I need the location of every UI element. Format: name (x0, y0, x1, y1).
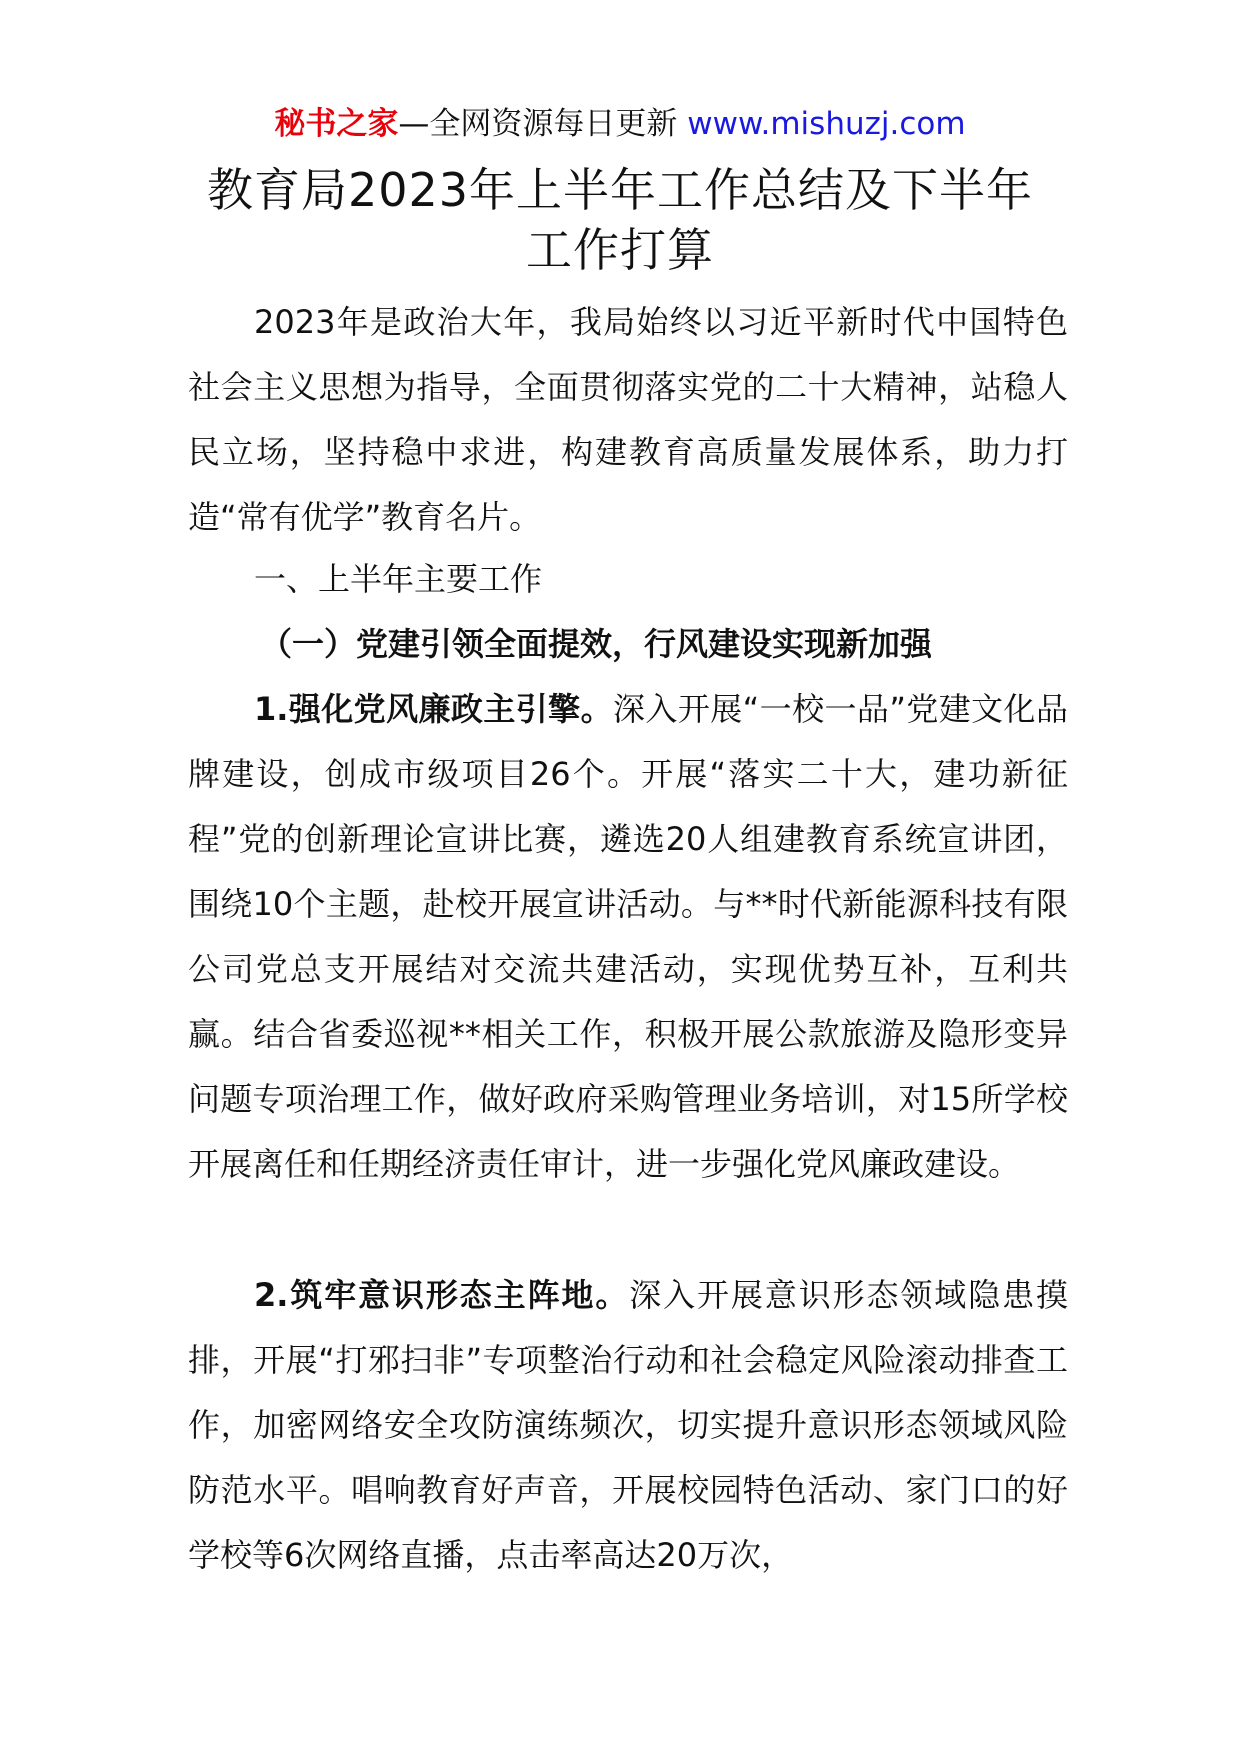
item-paragraph-1 (188, 677, 1068, 1197)
header-tagline: —全网资源每日更新 (398, 106, 678, 142)
site-header (0, 102, 1240, 146)
item-2-text: 深入开展意识形态领域隐患摸排，开展“打邪扫非”专项整治行动和社会稳定风险滚动排查工作，加密网络安全攻防演练频次，切实提升意识形态领域风险防范水平。唱响教育好声音，开展校园特色活动、家门口的好学校等6次网络直播，点击率高达20万次， (188, 1276, 1068, 1574)
item-1-lead: 1.强化党风廉政主引擎。 (254, 690, 613, 728)
item-1-text: 深入开展“一校一品”党建文化品牌建设，创成市级项目26个。开展“落实二十大，建功新征程”党的创新理论宣讲比赛，遴选20人组建教育系统宣讲团，围绕10个主题，赴校开展宣讲活动。与**时代新能源科技有限公司党总支开展结对交流共建活动，实现优势互补，互利共赢。结合省委巡视**相关工作，积极开展公款旅游及隐形变异问题专项治理工作，做好政府采购管理业务培训，对15所学校开展离任和任期经济责任审计，进一步强化党风廉政建设。 (188, 690, 1068, 1183)
document-title-line-2: 工作打算 (526, 223, 714, 277)
subsection-heading-1: （一）党建引领全面提效，行风建设实现新加强 (260, 625, 933, 663)
item-2-lead: 2.筑牢意识形态主阵地。 (254, 1276, 630, 1314)
document-title (150, 160, 1090, 280)
item-paragraph-2 (188, 1263, 1068, 1588)
document-title-line-1: 教育局2023年上半年工作总结及下半年 (206, 163, 1034, 217)
intro-paragraph: 2023年是政治大年，我局始终以习近平新时代中国特色社会主义思想为指导，全面贯彻落实党的二十大精神，站稳人民立场，坚持稳中求进，构建教育高质量发展体系，助力打造“常有优学”教育名片。 (188, 303, 1068, 536)
site-url-link[interactable]: www.mishuzj.com (687, 106, 966, 142)
section-heading-1: 一、上半年主要工作 (254, 560, 543, 598)
brand-name: 秘书之家 (274, 106, 399, 142)
